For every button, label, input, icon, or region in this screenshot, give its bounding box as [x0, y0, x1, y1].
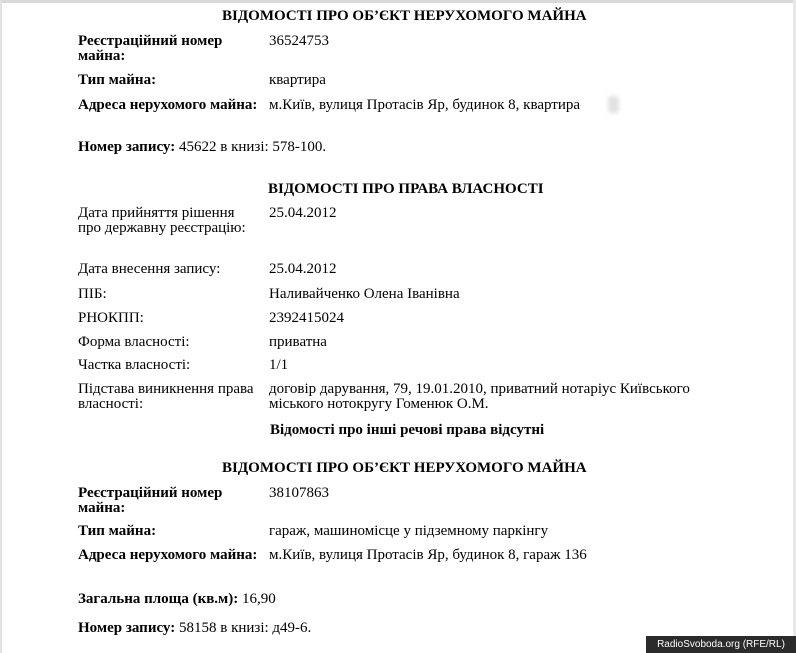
- rights-share-value: 1/1: [269, 357, 289, 373]
- rights-ownership-form-label: Форма власності:: [78, 334, 190, 350]
- rights-tax-id-value: 2392415024: [269, 310, 344, 326]
- rights-heading: ВІДОМОСТІ ПРО ПРАВА ВЛАСНОСТІ: [268, 181, 544, 197]
- redacted-apartment-number: [608, 96, 619, 113]
- rights-owner-name-label: ПІБ:: [78, 286, 107, 302]
- object1-heading: ВІДОМОСТІ ПРО ОБ’ЄКТ НЕРУХОМОГО МАЙНА: [222, 8, 587, 24]
- source-watermark: RadioSvoboda.org (RFE/RL): [646, 636, 796, 653]
- object2-record-label: Номер запису:: [78, 620, 176, 636]
- object2-address-value: м.Київ, вулиця Протасів Яр, будинок 8, гараж 136: [269, 547, 587, 563]
- object2-reg-no-value: 38107863: [269, 485, 329, 501]
- rights-tax-id-label: РНОКПП:: [78, 310, 144, 326]
- object1-record-value: 45622 в книзі: 578-100.: [178, 139, 327, 155]
- rights-decision-date-label: Дата прийняття рішення про державну реєстрацію:: [78, 205, 246, 236]
- object2-address-label: Адреса нерухомого майна:: [78, 547, 258, 563]
- object2-type-label: Тип майна:: [78, 523, 157, 539]
- rights-entry-date-value: 25.04.2012: [269, 261, 337, 277]
- object2-type-value: гараж, машиномісце у підземному паркінгу: [269, 523, 549, 539]
- object1-reg-no-label: Реєстраційний номер майна:: [78, 33, 223, 64]
- scan-edge-top: [0, 0, 796, 3]
- rights-decision-date-value: 25.04.2012: [269, 205, 337, 221]
- object2-reg-no-label: Реєстраційний номер майна:: [78, 485, 223, 516]
- object1-address-value: м.Київ, вулиця Протасів Яр, будинок 8, квартира: [269, 97, 581, 113]
- rights-basis-value: договір дарування, 79, 19.01.2010, приватний нотаріус Київського міського нотокругу Гоменюк О.М.: [269, 381, 690, 412]
- rights-basis-label: Підстава виникнення права власності:: [78, 381, 254, 412]
- rights-owner-name-value: Наливайченко Олена Іванівна: [269, 286, 460, 302]
- object1-record-label: Номер запису:: [78, 139, 176, 155]
- object1-type-label: Тип майна:: [78, 72, 157, 88]
- object1-record: [78, 140, 326, 155]
- object2-record-value: 58158 в книзі: д49-6.: [178, 620, 312, 636]
- other-rights-note: Відомості про інші речові права відсутні: [270, 422, 545, 438]
- rights-share-label: Частка власності:: [78, 357, 191, 373]
- object2-heading: ВІДОМОСТІ ПРО ОБ’ЄКТ НЕРУХОМОГО МАЙНА: [222, 460, 587, 476]
- object1-reg-no-value: 36524753: [269, 33, 329, 49]
- object1-type-value: квартира: [269, 72, 326, 88]
- rights-ownership-form-value: приватна: [269, 334, 327, 350]
- scan-edge-left: [0, 0, 2, 653]
- object2-area-value: 16,90: [242, 591, 276, 607]
- object2-record: [78, 621, 311, 636]
- object1-address-label: Адреса нерухомого майна:: [78, 97, 258, 113]
- object2-area: [78, 592, 276, 607]
- object2-area-label: Загальна площа (кв.м):: [78, 591, 239, 607]
- rights-entry-date-label: Дата внесення запису:: [78, 261, 221, 277]
